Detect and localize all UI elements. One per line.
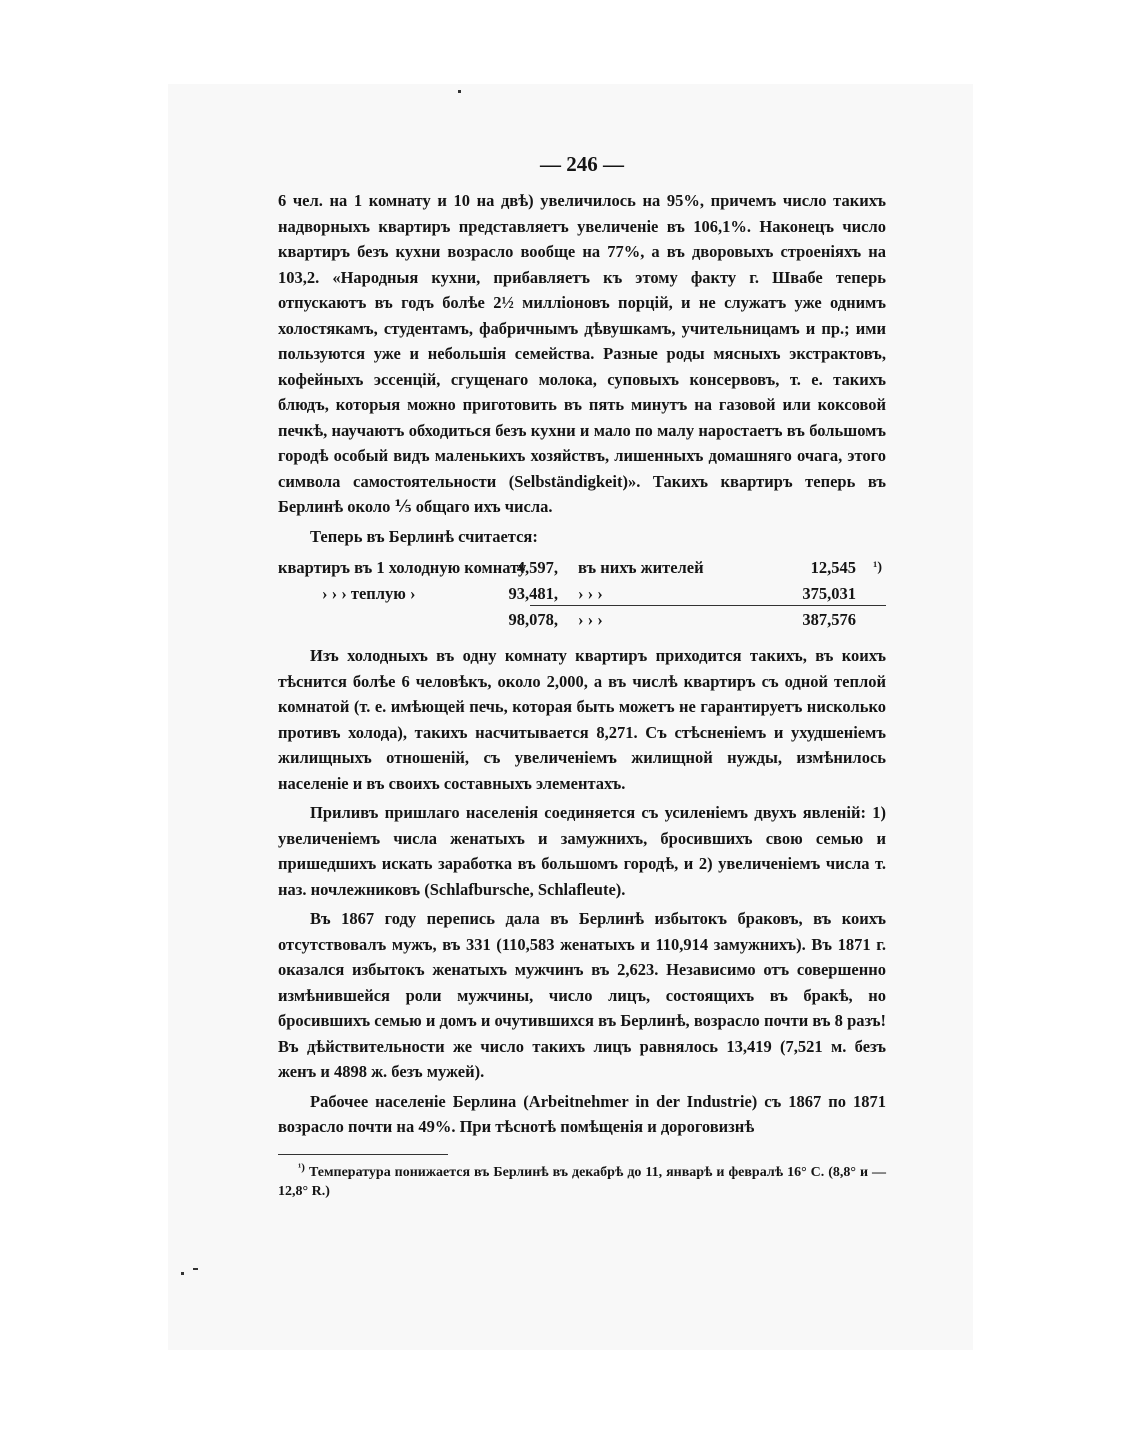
footnote-ref: ¹) [873, 560, 882, 575]
table-row [278, 581, 886, 607]
footnote-text: Температура понижается въ Берлинѣ въ декабрѣ до 11, январѣ и февралѣ 16° С. (8,8° и — 12,8° R.) [278, 1164, 887, 1199]
row-label: квартиръ въ 1 холодную комнату [278, 558, 527, 577]
paragraph: 6 чел. на 1 комнату и 10 на двѣ) увеличилось на 95%, причемъ число такихъ надворныхъ квартиръ представляетъ увеличеніе въ 106,1%. Наконецъ число квартиръ безъ кухни возрасло вообще на 77%, а въ дворовыхъ строеніяхъ на 103,2. «Народныя кухни, прибавляетъ къ этому факту г. Швабе теперь отпускаютъ въ годъ болѣе 2½ милліоновъ порцій, и не служатъ уже однимъ холостякамъ, студентамъ, фабричнымъ дѣвушкамъ, учительницамъ и пр.; ими пользуются уже и небольшія семейства. Разные роды мясныхъ экстрактовъ, кофейныхъ эссенцій, сгущенаго молока, суповыхъ консервовъ, т. е. такихъ блюдъ, которыя можно приготовить въ пять минутъ на газовой или коксовой печкѣ, научаютъ обходиться безъ кухни и мало по малу наростаетъ въ большомъ городѣ особый видъ маленькихъ хозяйствъ, лишенныхъ домашняго очага, этого символа самостоятельности (Selbständigkeit)». Такихъ квартиръ теперь въ Берлинѣ около ⅕ общаго ихъ числа. [278, 191, 886, 516]
sum-rule [530, 605, 886, 606]
row-label: › › › теплую › [322, 584, 416, 603]
paragraph: Въ 1867 году перепись дала въ Берлинѣ избытокъ браковъ, въ коихъ отсутствовалъ мужъ, въ 331 (110,583 женатыхъ и 110,914 замужнихъ). Въ 1871 г. оказался избытокъ женатыхъ мужчинъ въ 2,623. Независимо отъ совершенно измѣнившейся роли мужчины, число лицъ, состоящихъ въ бракѣ, но бросившихъ семью и домъ и очутившихся въ Берлинѣ, возрасло почти въ 8 разъ! Въ дѣйствительности же число такихъ лицъ равнялось 13,419 (7,521 м. безъ женъ и 4898 ж. безъ мужей). [278, 909, 886, 1081]
scan-speck [181, 1272, 184, 1275]
paragraph: Теперь въ Берлинѣ считается: [310, 526, 538, 546]
row-people: 12,545 [810, 558, 856, 577]
scan-speck [458, 90, 461, 93]
row-people: 387,576 [802, 610, 856, 629]
statistics-table [278, 555, 886, 633]
row-people: 375,031 [802, 584, 856, 603]
row-mid: въ нихъ жителей [578, 558, 704, 577]
document-page [278, 150, 886, 1201]
row-count: 93,481, [508, 584, 558, 603]
row-count: 4,597, [516, 558, 558, 577]
table-row [278, 555, 886, 581]
scan-speck [193, 1268, 198, 1270]
page-number: — 246 — [540, 152, 624, 176]
footnote-mark: ¹) [298, 1160, 305, 1173]
paragraph: Приливъ пришлаго населенія соединяется съ усиленіемъ двухъ явленій: 1) увеличеніемъ числа женатыхъ и замужнихъ, бросившихъ свою семью и пришедшихъ искать заработка въ большомъ городѣ, и 2) увеличеніемъ числа т. наз. ночлежниковъ (Schlafburschе, Schlafleute). [278, 803, 886, 899]
footnote [278, 1160, 887, 1201]
paragraph: Рабочее населеніе Берлина (Arbeitnehmer in der Industrie) съ 1867 по 1871 возрасло почти на 49%. При тѣснотѣ помѣщенія и дороговизнѣ [278, 1091, 886, 1136]
table-row [278, 607, 886, 633]
row-count: 98,078, [508, 610, 558, 629]
row-mid: › › › [578, 584, 603, 603]
paragraph: Изъ холодныхъ въ одну комнату квартиръ приходится такихъ, въ коихъ тѣснится болѣе 6 человѣкъ, около 2,000, а въ числѣ квартиръ съ одной теплой комнатой (т. е. имѣющей печь, которая быть можетъ не гарантируетъ нисколько противъ холода), такихъ насчитывается 8,271. Съ стѣсненіемъ и ухудшеніемъ жилищныхъ отношеній, съ увеличеніемъ жилищной нужды, измѣнилось населеніе и въ своихъ составныхъ элементахъ. [278, 646, 886, 793]
footnote-rule [278, 1154, 448, 1155]
row-mid: › › › [578, 610, 603, 629]
